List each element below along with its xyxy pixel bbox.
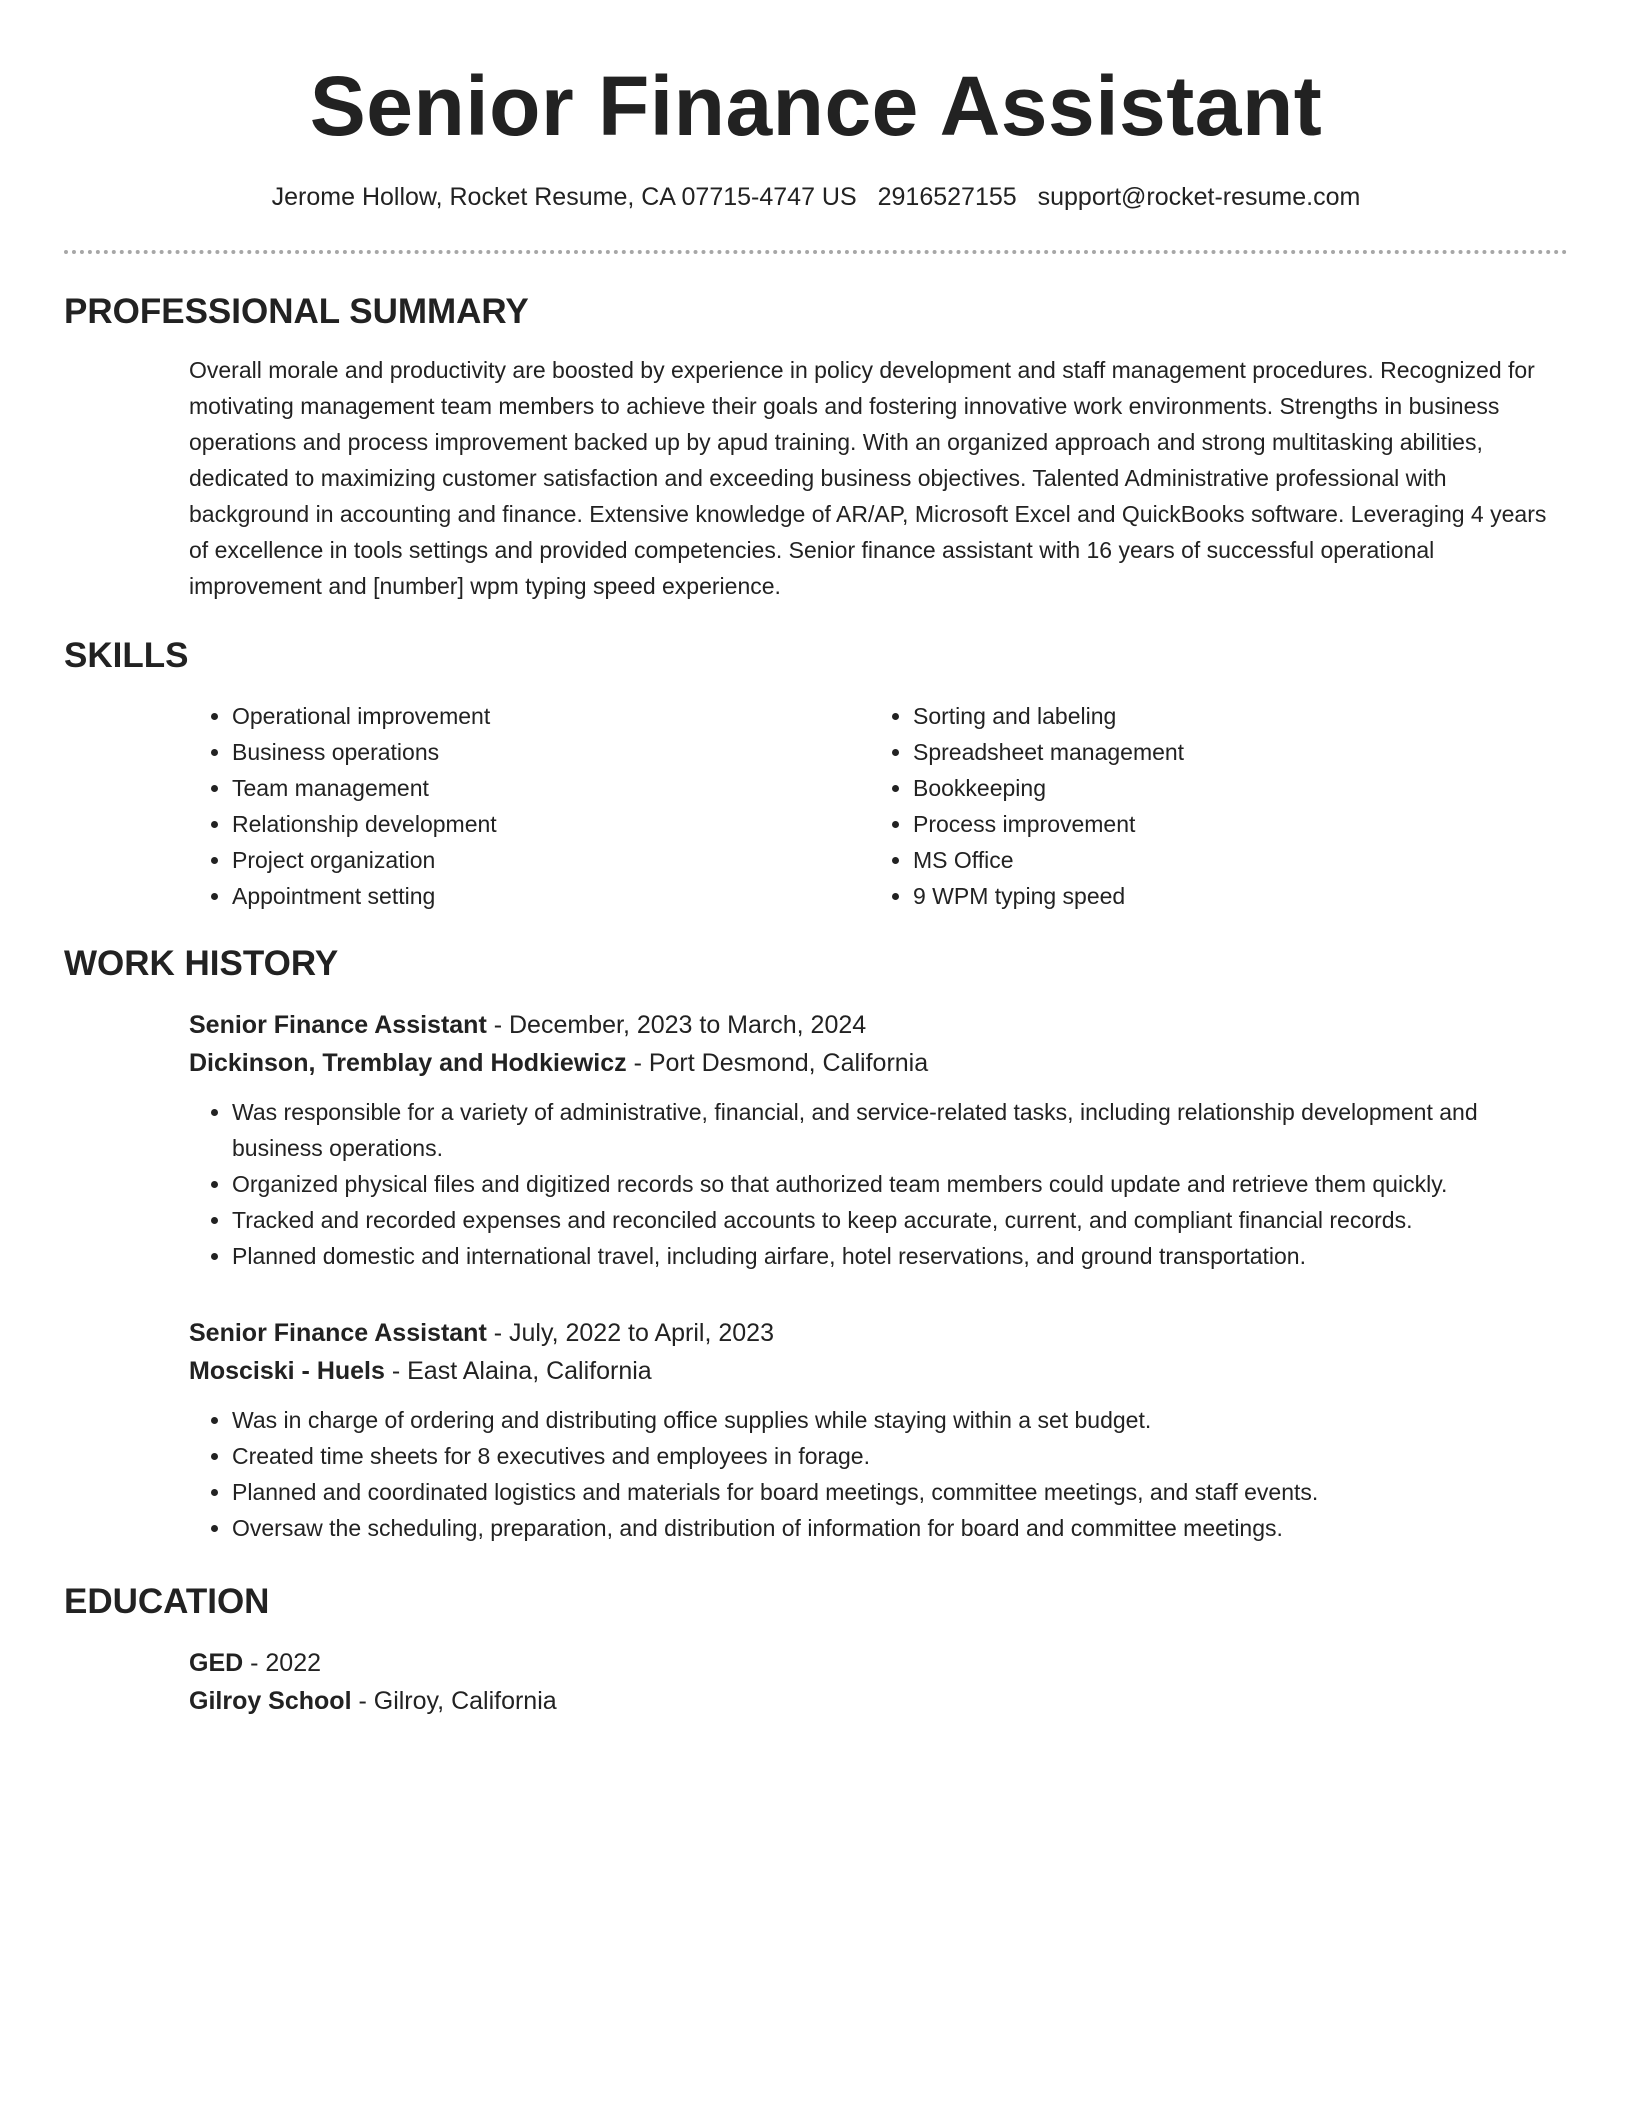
skill-item: • Process improvement	[913, 806, 1551, 842]
job-entry	[189, 1314, 1568, 1546]
job-bullet: • Was responsible for a variety of administrative, financial, and service-related tasks, including relationship development and business operations.	[232, 1094, 1568, 1166]
skill-item: • MS Office	[913, 842, 1551, 878]
contact-line	[64, 180, 1568, 214]
skills-grid	[189, 698, 1568, 914]
skill-item: • Business operations	[232, 734, 870, 770]
skill-item: • Sorting and labeling	[913, 698, 1551, 734]
resume-page	[64, 0, 1568, 1720]
job-company-line	[189, 1352, 1568, 1390]
job-bullet: • Planned and coordinated logistics and materials for board meetings, committee meetings, and staff events.	[232, 1474, 1568, 1510]
education-degree-line	[189, 1644, 1568, 1682]
skills-section	[64, 634, 1568, 914]
education-school: Gilroy School	[189, 1687, 352, 1715]
job-location: - Port Desmond, California	[626, 1049, 929, 1077]
contact-phone: 2916527155	[877, 183, 1017, 211]
education-entry	[189, 1644, 1568, 1720]
job-dates: - July, 2022 to April, 2023	[486, 1319, 774, 1347]
education-section	[64, 1580, 1568, 1720]
education-year: - 2022	[243, 1649, 322, 1677]
skill-item: • Relationship development	[232, 806, 870, 842]
job-bullet: • Tracked and recorded expenses and reconciled accounts to keep accurate, current, and compliant financial records.	[232, 1202, 1568, 1238]
job-title: Senior Finance Assistant	[189, 1319, 487, 1347]
job-bullet: • Was in charge of ordering and distributing office supplies while staying within a set budget.	[232, 1402, 1568, 1438]
section-heading-work-history: WORK HISTORY	[64, 944, 339, 983]
section-heading-summary: PROFESSIONAL SUMMARY	[64, 292, 529, 331]
skill-item: • Project organization	[232, 842, 870, 878]
skill-item: • Spreadsheet management	[913, 734, 1551, 770]
job-company: Dickinson, Tremblay and Hodkiewicz	[189, 1049, 627, 1077]
professional-summary-section	[64, 290, 1568, 604]
job-title: Senior Finance Assistant	[189, 1011, 487, 1039]
summary-text: Overall morale and productivity are boosted by experience in policy development and staff management procedures. Recognized for motivating management team members to achieve their goals and fostering innovative work environments. Strengths in business operations and process improvement backed up by apud training. With an organized approach and strong multitasking abilities, dedicated to maximizing customer satisfaction and exceeding business objectives. Talented Administrative professional with background in accounting and finance. Extensive knowledge of AR/AP, Microsoft Excel and QuickBooks software. Leveraging 4 years of excellence in tools settings and provided competencies. Senior finance assistant with 16 years of successful operational improvement and [number] wpm typing speed experience.	[189, 357, 1547, 599]
education-location: - Gilroy, California	[351, 1687, 557, 1715]
header-divider	[64, 250, 1568, 254]
resume-title: Senior Finance Assistant	[309, 59, 1323, 153]
job-dates: - December, 2023 to March, 2024	[486, 1011, 867, 1039]
skill-item: • Appointment setting	[232, 878, 870, 914]
job-bullet: • Organized physical files and digitized records so that authorized team members could update and retrieve them quickly.	[232, 1166, 1568, 1202]
section-heading-skills: SKILLS	[64, 636, 189, 675]
section-heading-education: EDUCATION	[64, 1582, 270, 1621]
job-bullet: • Oversaw the scheduling, preparation, and distribution of information for board and committee meetings.	[232, 1510, 1568, 1546]
skills-column-left	[189, 698, 870, 914]
skill-item: • 9 WPM typing speed	[913, 878, 1551, 914]
job-entry	[189, 1006, 1568, 1274]
contact-address: Jerome Hollow, Rocket Resume, CA 07715-4747 US	[271, 183, 857, 211]
skills-column-right	[870, 698, 1551, 914]
job-bullet: • Created time sheets for 8 executives and employees in forage.	[232, 1438, 1568, 1474]
job-company-line	[189, 1044, 1568, 1082]
job-title-line	[189, 1314, 1568, 1352]
job-bullet-list	[189, 1402, 1568, 1546]
skill-item: • Bookkeeping	[913, 770, 1551, 806]
skill-item: • Operational improvement	[232, 698, 870, 734]
job-title-line	[189, 1006, 1568, 1044]
job-company: Mosciski - Huels	[189, 1357, 385, 1385]
job-bullet-list	[189, 1094, 1568, 1274]
education-degree: GED	[189, 1649, 244, 1677]
job-location: - East Alaina, California	[384, 1357, 652, 1385]
contact-email: support@rocket-resume.com	[1037, 183, 1361, 211]
work-history-section	[64, 942, 1568, 1546]
job-bullet: • Planned domestic and international travel, including airfare, hotel reservations, and ground transportation.	[232, 1238, 1568, 1274]
skill-item: • Team management	[232, 770, 870, 806]
education-school-line	[189, 1682, 1568, 1720]
